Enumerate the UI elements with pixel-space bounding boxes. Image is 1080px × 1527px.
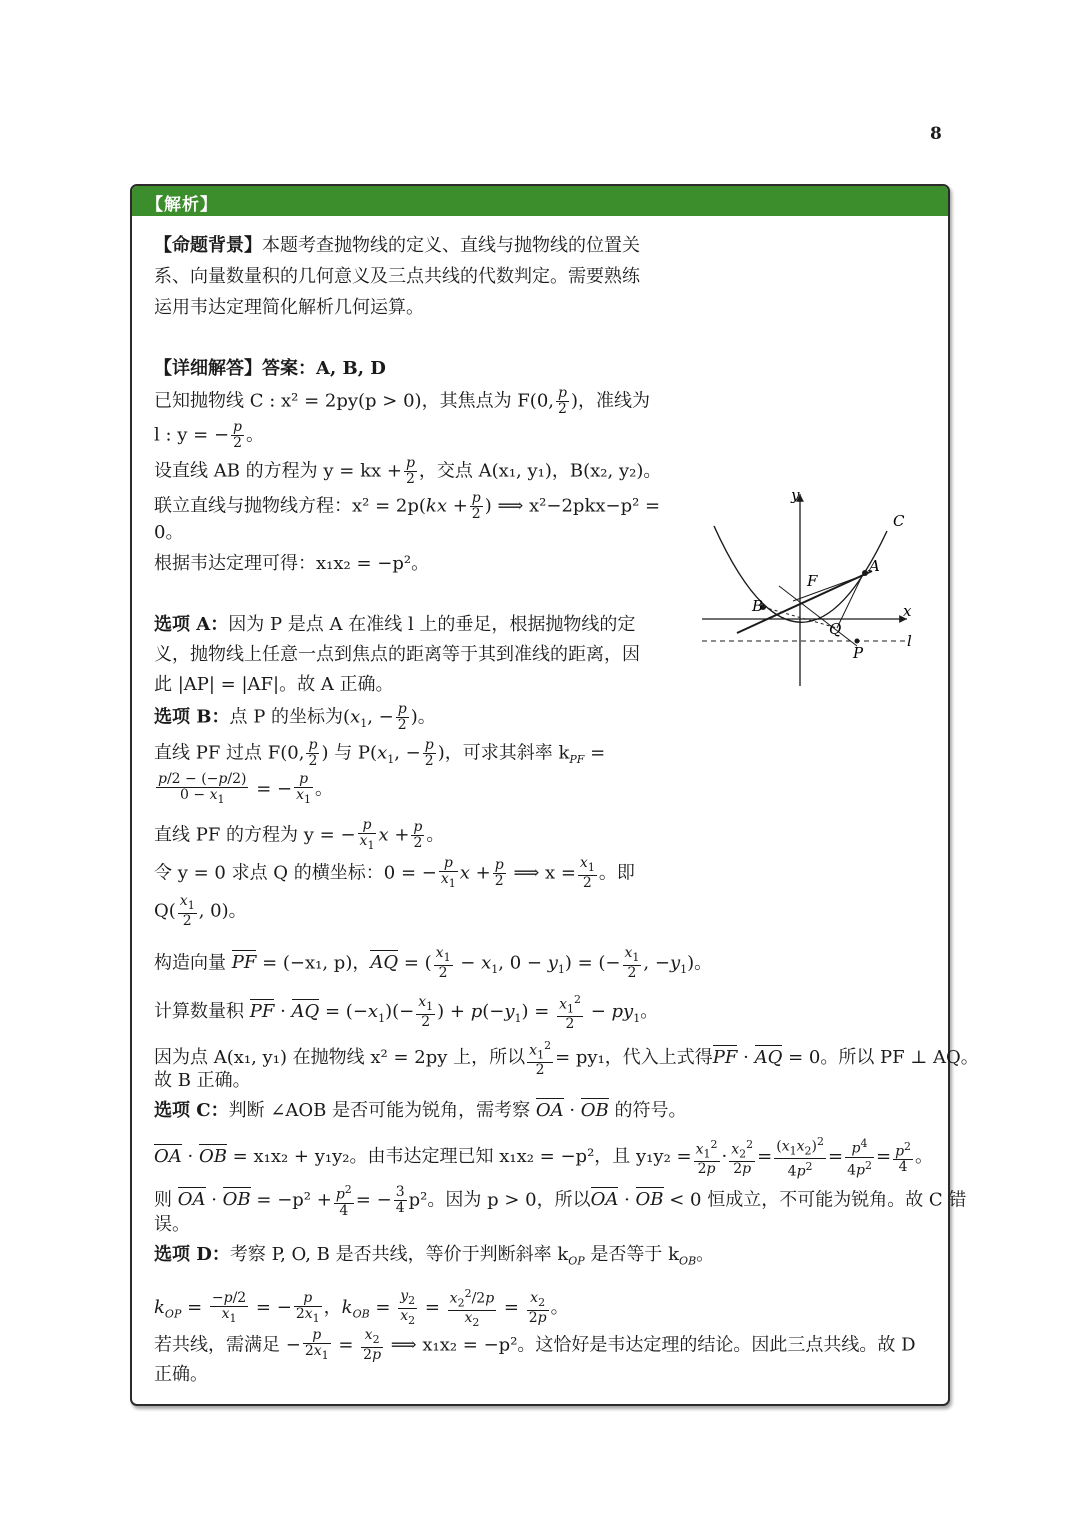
text-segment: 考察 P, O, B 是否共线，等价于判断斜率 k [229, 1244, 569, 1265]
text-segment: 构造向量 [154, 952, 226, 974]
line-ab-equation [154, 456, 661, 487]
fraction: $\frac{p/2 - (-p/2)}{0 - x_1}$ [158, 771, 247, 806]
vector-line: 构造向量 PF = (−x₁, p)，AQ = ( $\frac{x_1}{2}$ − $x_1$, $0 - y_1$) = (− $\frac{x_1}{2}$ , $-y_1$)。 [154, 945, 713, 981]
text-segment: 与 P [334, 742, 371, 764]
option-b-label: 选项 B： [154, 706, 230, 728]
fraction: $\frac{x_1}{2}$ [624, 945, 640, 981]
fraction: $\frac{p}{2}$ [424, 737, 434, 769]
text-segment: 设直线 AB 的方程为 y = kx + [154, 460, 402, 482]
option-b-line-pf: 直线 PF 的方程为 y = − $\frac{p}{x_1}$ x + $\frac{p}{2}$ 。 [154, 817, 445, 852]
fraction: $\frac{x_1}{2}$ [579, 855, 595, 891]
line-fa [793, 574, 867, 601]
background-line-3: 运用韦达定理简化解析几何运算。 [154, 297, 424, 318]
dot-product-line: 计算数量积 PF · AQ = $(-x_1)(-$ $\frac{x_1}{2}$ ) + $p(-y_1)$ = $\frac{x_1^2}{2}$ − $py_1$。 [154, 993, 659, 1033]
text-segment: ⟹ x₁x₂ = −p²。这恰好是韦达定理的结论。因此三点共线。故 D [390, 1334, 916, 1356]
fraction: $\frac{p}{2}$ [233, 419, 243, 451]
perpendicular-line: 因为点 A(x₁, y₁) 在抛物线 x² = 2py 上，所以 $\frac{x_1^2}{2}$ = py₁，代入上式得PF · AQ = 0。所以 PF ⊥ AQ。 [154, 1039, 979, 1079]
directrix-line: l : y = − $\frac{p}{2}$ 。 [154, 419, 265, 451]
text-segment: 已知抛物线 C : x² = 2py(p > 0)，其焦点为 F [154, 390, 530, 412]
option-c-label: 选项 C： [154, 1100, 229, 1121]
fraction: $\frac{x_2^2}{2p}$ [731, 1137, 754, 1178]
text-segment: ，交点 A(x₁, y₁)，B(x₂, y₂)。 [418, 460, 662, 482]
option-a-line-3: 此 |AP| = |AF|。故 A 正确。 [154, 674, 394, 695]
label-a: A [869, 557, 880, 575]
option-c-line-1: 选项 C：判断 ∠AOB 是否可能为锐角，需考察 OA · OB 的符号。 [154, 1100, 687, 1121]
fraction: $\frac{p}{x_1}$ [359, 817, 375, 852]
panel-title: 【解析】 [146, 195, 218, 215]
background-line-1 [154, 233, 640, 259]
fraction: $\frac{-p/2}{x_1}$ [211, 1289, 247, 1325]
option-b-conclusion: 故 B 正确。 [154, 1070, 251, 1091]
fraction: $\frac{x_1}{2}$ [179, 893, 195, 929]
text-segment: 联立直线与抛物线方程：x² = 2p [154, 495, 419, 517]
fraction: $\frac{x_1}{2}$ [435, 945, 451, 981]
label-b: B [752, 597, 764, 615]
fraction: $\frac{p}{2}$ [413, 818, 423, 851]
text-segment: 若共线，需满足 − [154, 1334, 301, 1356]
answer-text: 答案：A, B, D [262, 358, 386, 379]
fraction: $\frac{p^2}{4}$ [895, 1139, 912, 1176]
text-segment: 计算数量积 [154, 1001, 244, 1023]
text-segment: 则 [154, 1189, 172, 1211]
panel-header [132, 186, 948, 216]
fraction: $\frac{p}{2}$ [308, 737, 318, 769]
option-c-line-3: 则 OA · OB = −p² + $\frac{p^2}{4}$ = − $\frac{3}{4}$ p²。因为 p > 0，所以OA · OB < 0 恒成立，不可能为锐角。故 C 错 [154, 1183, 967, 1219]
option-d-label: 选项 D： [154, 1244, 230, 1265]
text-segment: 直线 PF 的方程为 y = − [154, 824, 356, 846]
fraction: $\frac{3}{4}$ [395, 1183, 405, 1216]
text-segment: 。即 [598, 862, 635, 884]
text-segment: = py₁，代入上式得 [555, 1047, 713, 1069]
fraction: $\frac{p}{x_1}$ [296, 771, 312, 806]
text-segment: ⟹ x = [513, 862, 576, 884]
fraction: $\frac{p}{2}$ [494, 856, 504, 889]
option-b-slope: $\frac{p/2 - (-p/2)}{0 - x_1}$ = − $\frac{p}{x_1}$ 。 [158, 771, 334, 806]
label-x: x [903, 602, 912, 620]
option-b-line-1: 选项 B：点 P 的坐标为($x_1$, − $\frac{p}{2}$ )。 [154, 701, 436, 733]
text-segment: = − [355, 1189, 392, 1211]
option-c-line-2: OA · OB = x₁x₂ + y₁y₂。由韦达定理已知 x₁x₂ = −p²，且 y₁y₂ = $\frac{x_1^2}{2p}$ · $\frac{x_2^2}{2p}$ = $\frac{(x_1x_2)^2}{4p^2}$ = $\frac{p^4}{4p^2}$ = $\frac{p^2}{4}$ 。 [154, 1135, 934, 1181]
label-l: l [907, 632, 912, 650]
text-segment: 判断 ∠AOB 是否可能为锐角，需考察 [228, 1100, 531, 1121]
option-c-line-4: 误。 [154, 1214, 190, 1235]
option-d-slopes: $k_{OP}$ = $\frac{-p/2}{x_1}$ = − $\frac{p}{2x_1}$ ，$k_{OB}$ = $\frac{y_2}{x_2}$ = $\frac{x_2^2/2p}{x_2}$ = $\frac{x_2}{2p}$ 。 [154, 1287, 569, 1330]
solution-panel [130, 184, 979, 1406]
label-y: y [791, 486, 800, 504]
fraction: $\frac{p}{2x_1}$ [304, 1327, 329, 1362]
fraction: $\frac{p}{2}$ [397, 701, 407, 733]
text-segment: < 0 恒成立，不可能为锐角。故 C 错 [669, 1189, 967, 1211]
fraction: $\frac{x_2}{2p}$ [528, 1289, 547, 1326]
fraction: $\frac{x_2^2/2p}{x_2}$ [449, 1287, 495, 1330]
text-segment: 直线 PF 过点 F [154, 742, 281, 764]
combined-equation-end: 0。 [154, 522, 184, 543]
option-b-line-2: 直线 PF 过点 F(0, $\frac{p}{2}$ ) 与 $P(x_1$, − $\frac{p}{2}$ )，可求其斜率 $k_{PF}$ = [154, 737, 606, 769]
text-segment: = x₁x₂ + y₁y₂。由韦达定理已知 x₁x₂ = −p²，且 y₁y₂ = [232, 1146, 692, 1168]
text-segment: ，准线为 [578, 390, 650, 412]
combined-equation: 联立直线与抛物线方程：x² = 2p(kx + $\frac{p}{2}$ ) ⟹ x²−2pkx−p² = [154, 490, 661, 522]
page-number: 8 [930, 124, 942, 144]
fraction: $\frac{x_1^2}{2}$ [529, 1039, 552, 1079]
background-text-1: 本题考查抛物线的定义、直线与抛物线的位置关 [262, 235, 640, 256]
text-segment: = − [256, 778, 293, 800]
label-f: F [807, 572, 818, 590]
background-label: 【命题背景】 [154, 235, 262, 256]
option-a-line-1 [154, 612, 635, 638]
text-segment: 因为 P 是点 A 在准线 l 上的垂足，根据抛物线的定 [228, 614, 636, 635]
fraction: $\frac{p}{2}$ [471, 490, 481, 522]
text-segment: Q [154, 900, 169, 922]
parabola-line: 已知抛物线 C : x² = 2py(p > 0)，其焦点为 F(0, $\frac{p}{2}$ )，准线为 [154, 385, 650, 417]
text-segment: ，可求其斜率 k [444, 742, 570, 764]
fraction: $\frac{p}{x_1}$ [440, 855, 456, 890]
option-d-line-1: 选项 D：考察 P, O, B 是否共线，等价于判断斜率 $k_{OP}$ 是否等于 $k_{OB}$。 [154, 1244, 715, 1268]
text-segment: 因为点 A(x₁, y₁) 在抛物线 x² = 2py 上，所以 [154, 1047, 526, 1069]
answer-label: 【详细解答】 [154, 358, 262, 379]
fraction: $\frac{p^4}{4p^2}$ [847, 1136, 872, 1179]
fraction: $\frac{p^2}{4}$ [335, 1183, 352, 1219]
text-segment: 是否等于 k [590, 1244, 680, 1265]
text-segment: 令 y = 0 求点 Q 的横坐标：0 = − [154, 862, 437, 884]
fraction: $\frac{(x_1x_2)^2}{4p^2}$ [776, 1135, 824, 1181]
option-b-q-point: Q( $\frac{x_1}{2}$ , 0)。 [154, 893, 247, 929]
fraction: $\frac{x_1^2}{2}$ [559, 993, 581, 1033]
option-d-line-3: 若共线，需满足 − $\frac{p}{2x_1}$ = $\frac{x_2}{2p}$ ⟹ x₁x₂ = −p²。这恰好是韦达定理的结论。因此三点共线。故 D [154, 1327, 916, 1363]
parabola-figure [697, 486, 937, 696]
answer-line [154, 356, 386, 382]
vieta-line: 根据韦达定理可得：x₁x₂ = −p²。 [154, 553, 430, 574]
label-q: Q [829, 620, 842, 638]
point-a [862, 570, 868, 576]
option-d-line-4: 正确。 [154, 1364, 208, 1385]
label-c: C [893, 512, 905, 530]
text-segment: = −p² + [256, 1189, 332, 1211]
text-segment: 的符号。 [614, 1100, 687, 1121]
text-segment: = 0。所以 PF ⊥ AQ。 [788, 1047, 979, 1069]
text-segment: p²。因为 p > 0，所以 [408, 1189, 591, 1211]
fraction: $\frac{x_1}{2}$ [418, 993, 434, 1030]
text-segment: ⟹ x²−2pkx−p² = [497, 495, 661, 517]
point-p [855, 639, 860, 644]
text-segment: 点 P 的坐标为 [229, 706, 344, 728]
text-segment: l : y = − [154, 424, 230, 446]
fraction: $\frac{x_1^2}{2p}$ [695, 1137, 718, 1178]
option-b-q-line: 令 y = 0 求点 Q 的横坐标：0 = − $\frac{p}{x_1}$ x + $\frac{p}{2}$ ⟹ x = $\frac{x_1}{2}$ 。即 [154, 855, 635, 891]
background-line-2: 系、向量数量积的几何意义及三点共线的代数判定。需要熟练 [154, 266, 640, 287]
fraction: $\frac{y_2}{x_2}$ [400, 1287, 416, 1327]
text-segment: = (−x₁, p)， [262, 952, 371, 974]
fraction: $\frac{p}{2}$ [405, 455, 415, 487]
fraction: $\frac{p}{2x_1}$ [295, 1289, 320, 1325]
label-p: P [853, 644, 864, 662]
option-a-label: 选项 A： [154, 614, 229, 635]
fraction: $\frac{p}{2}$ [558, 385, 567, 417]
fraction: $\frac{x_2}{2p}$ [363, 1327, 382, 1363]
option-a-line-2: 义，抛物线上任意一点到焦点的距离等于其到准线的距离，因 [154, 644, 640, 665]
